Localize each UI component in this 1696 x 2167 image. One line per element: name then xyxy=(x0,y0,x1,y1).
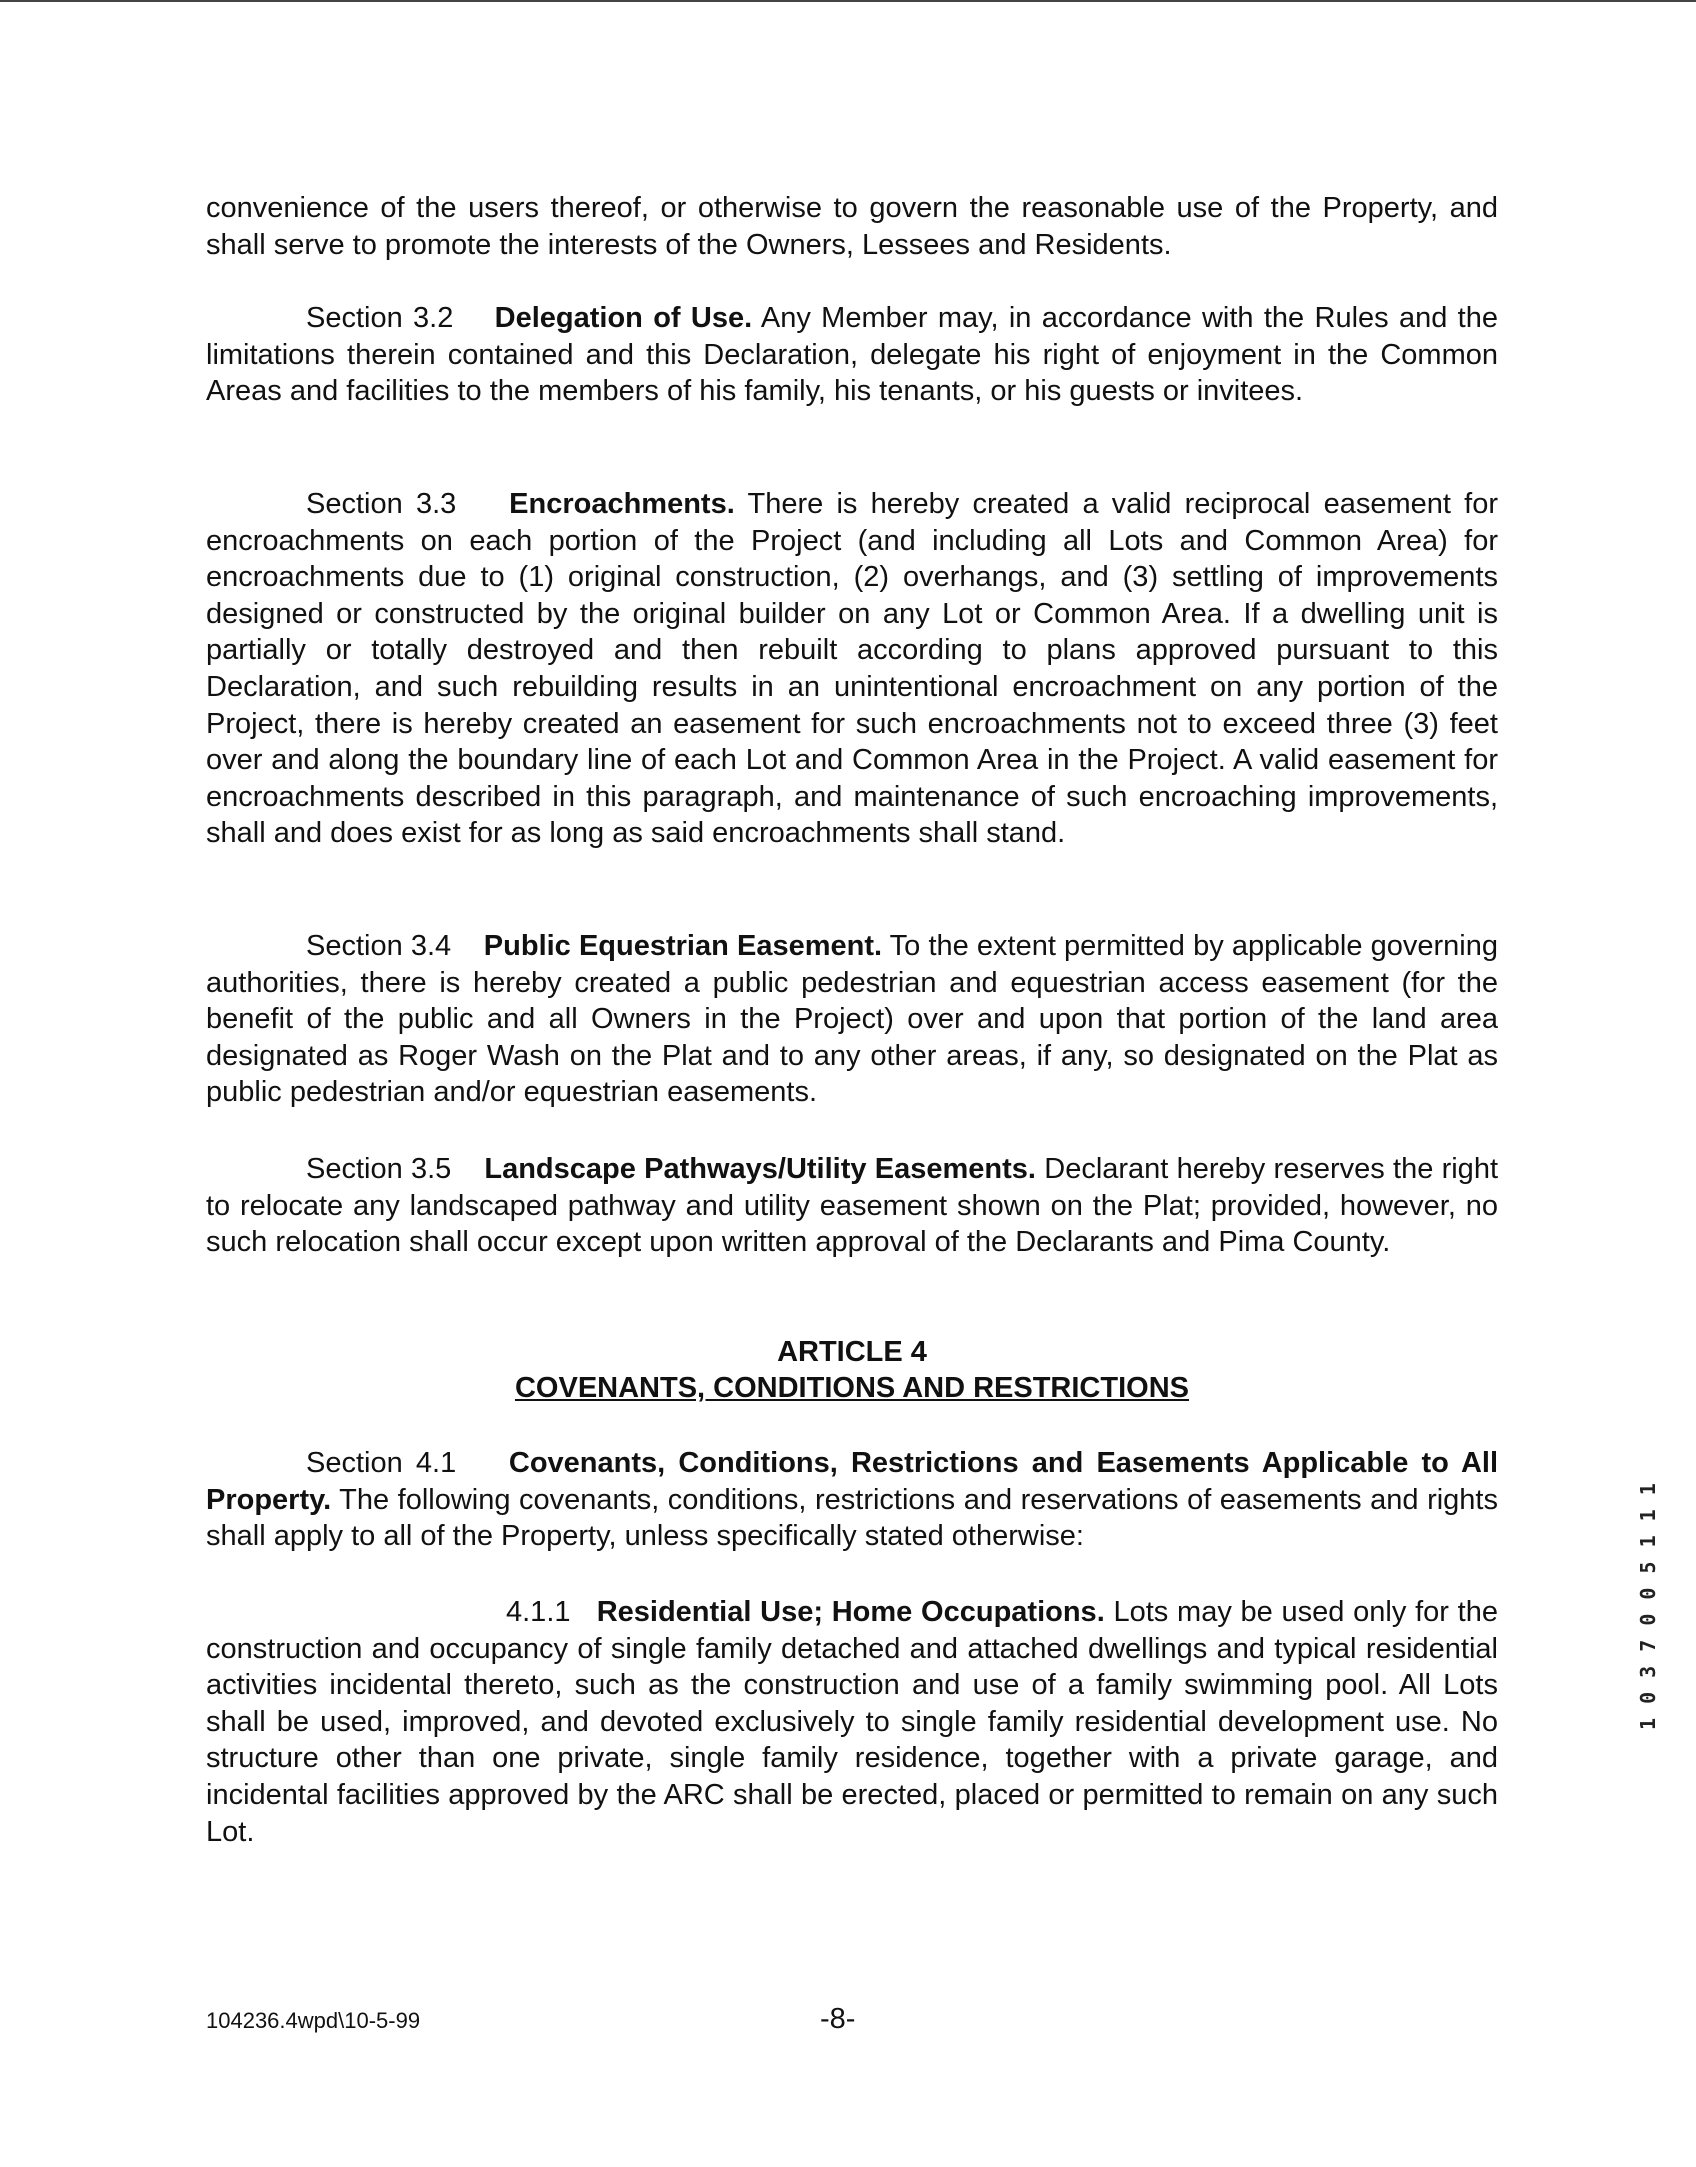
section-title: Delegation of Use. xyxy=(494,302,753,334)
section-title: Covenants, Conditions, Restrictions and Easements Applicable to All Property. xyxy=(206,1447,1499,1516)
subsection-4-1-1 xyxy=(206,1594,1498,1850)
section-number: Section 3.4 xyxy=(306,930,452,962)
section-body: Any Member may, in accordance with the Rules and the limitations therein contained and this Declaration, delegate his right of enjoyment in the Common Areas and facilities to the members of his family, his tenants, or his guests or invitees. xyxy=(206,302,1498,408)
footer-page-number: -8- xyxy=(820,2003,856,2035)
recording-stamp: 1 0 3 7 0 0 5 1 1 1 xyxy=(1636,1482,1660,1730)
section-title: Public Equestrian Easement. xyxy=(483,930,883,962)
section-body: The following covenants, conditions, restrictions and reservations of easements and rights shall apply to all of the Property, unless specifically stated otherwise: xyxy=(206,1483,1498,1553)
section-title: Encroachments. xyxy=(509,488,735,520)
article-heading-block xyxy=(206,1334,1498,1406)
section-3-2 xyxy=(206,300,1498,410)
subsection-body: Lots may be used only for the construction and occupancy of single family detached and attached dwellings and typical residential activities incidental thereto, such as the construction and use of a family swimming pool. All Lots shall be used, improved, and devoted exclusively to single family residential development use. No structure other than one private, single family residence, together with a private garage, and incidental facilities approved by the ARC shall be erected, placed or permitted to remain on any such Lot. xyxy=(206,1596,1498,1848)
section-number: Section 3.3 xyxy=(306,488,457,520)
intro-text: convenience of the users thereof, or otherwise to govern the reasonable use of the Property, and shall serve to promote the interests of the Owners, Lessees and Residents. xyxy=(206,192,1498,261)
subsection-number: 4.1.1 xyxy=(506,1596,571,1628)
article-number: ARTICLE 4 xyxy=(777,1336,927,1368)
article-title: COVENANTS, CONDITIONS AND RESTRICTIONS xyxy=(514,1372,1189,1404)
page-top-edge xyxy=(0,0,1696,2)
intro-paragraph xyxy=(206,190,1498,263)
section-title: Landscape Pathways/Utility Easements. xyxy=(484,1153,1036,1185)
footer-doc-id: 104236.4wpd\10-5-99 xyxy=(206,2008,421,2033)
section-number: Section 3.5 xyxy=(306,1153,452,1185)
section-body: There is hereby created a valid reciprocal easement for encroachments on each portion of the Project (and including all Lots and Common Area) for encroachments due to (1) original construction, (2) overhangs, and (3) settling of improvements designed or constructed by the original builder on any Lot or Common Area. If a dwelling unit is partially or totally destroyed and then rebuilt according to plans approved pursuant to this Declaration, and such rebuilding results in an unintentional encroachment on any portion of the Project, there is hereby created an easement for such encroachments not to exceed three (3) feet over and along the boundary line of each Lot and Common Area in the Project. A valid easement for encroachments described in this paragraph, and maintenance of such encroaching improvements, shall and does exist for as long as said encroachments shall stand. xyxy=(206,488,1498,850)
section-body: Declarant hereby reserves the right to relocate any landscaped pathway and utility easement shown on the Plat; provided, however, no such relocation shall occur except upon written approval of the Declarants and Pima County. xyxy=(206,1153,1498,1259)
section-number: Section 3.2 xyxy=(306,302,454,334)
section-3-3 xyxy=(206,486,1498,852)
section-body: To the extent permitted by applicable governing authorities, there is hereby created a public pedestrian and equestrian access easement (for the benefit of the public and all Owners in the Project) over and upon that portion of the land area designated as Roger Wash on the Plat and to any other areas, if any, so designated on the Plat as public pedestrian and/or equestrian easements. xyxy=(206,930,1498,1109)
section-3-4 xyxy=(206,928,1498,1111)
section-number: Section 4.1 xyxy=(306,1447,457,1479)
section-3-5 xyxy=(206,1151,1498,1261)
subsection-title: Residential Use; Home Occupations. xyxy=(596,1596,1105,1628)
section-4-1 xyxy=(206,1445,1498,1555)
